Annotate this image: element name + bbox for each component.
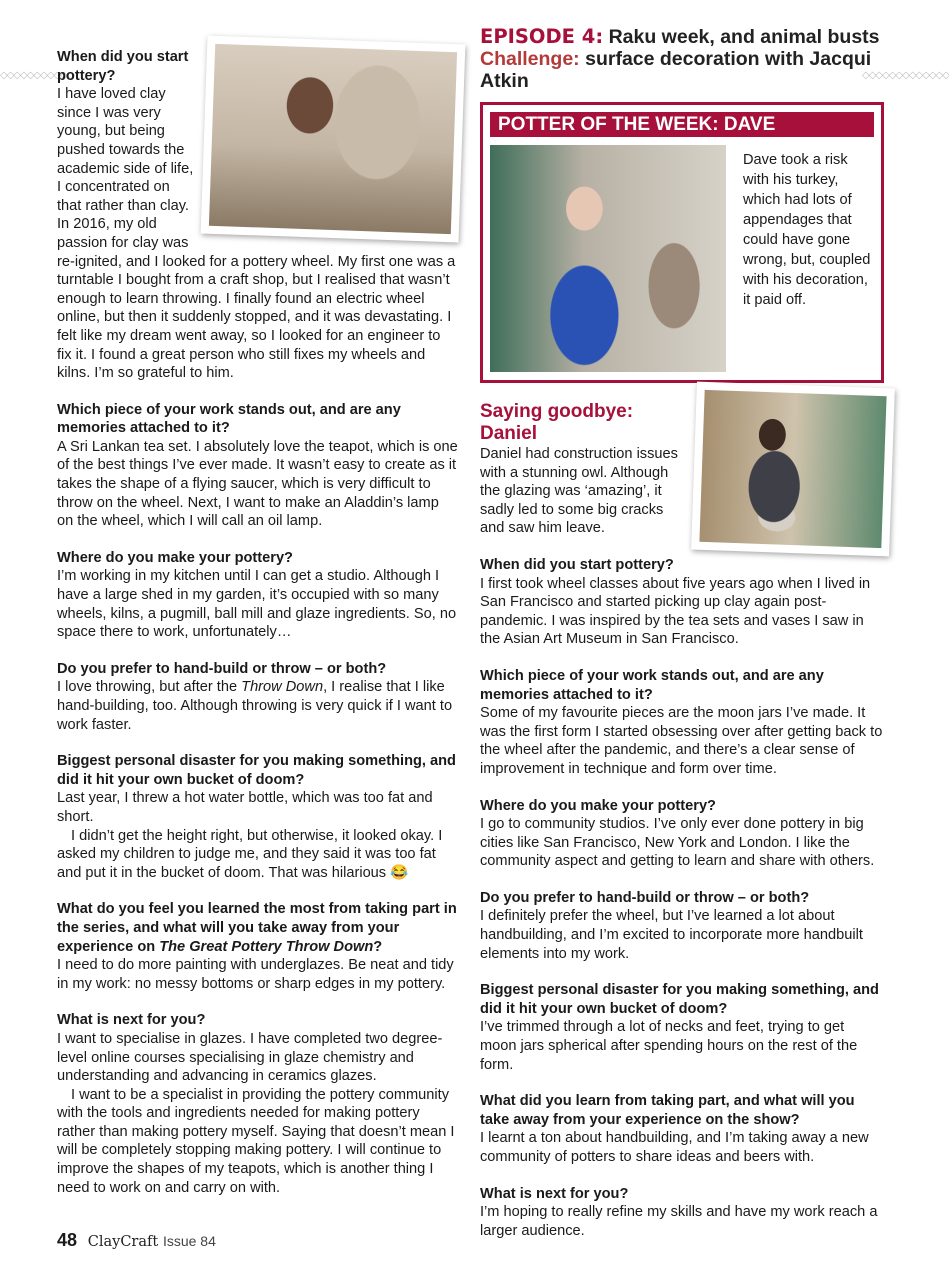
- qa-block: [57, 900, 459, 993]
- question: What is next for you?: [480, 1185, 629, 1202]
- saying-goodbye-section: [480, 401, 884, 1240]
- qa-block: [57, 549, 459, 642]
- question: When did you start pottery?: [480, 556, 674, 573]
- answer: I want to specialise in glazes. I have completed two degree-level online courses specialising in glaze chemistry and understanding and advancing in ceramics glazes.: [57, 1030, 443, 1085]
- qa-block: [57, 660, 459, 734]
- answer: I go to community studios. I’ve only ever done pottery in big cities like San Francisco, New York and London. I like the community aspect and getting to learn and share with others.: [480, 816, 875, 870]
- question: What did you learn from taking part, and what will you take away from your experience on the show?: [480, 1093, 855, 1128]
- left-column: [57, 48, 459, 1215]
- question: Do you prefer to hand-build or throw – or both?: [57, 660, 387, 677]
- right-column: [480, 26, 884, 1258]
- qa-block: [480, 667, 884, 779]
- qa-block: [480, 1092, 884, 1166]
- goodbye-intro: Daniel had construction issues with a stunning owl. Although the glazing was ‘amazing’, it sadly led to some big cracks and saw him leave.: [480, 446, 678, 537]
- potter-working-clay-photo: [201, 36, 466, 243]
- question: Where do you make your pottery?: [57, 549, 293, 566]
- magazine-name: ClayCraft: [87, 1234, 159, 1250]
- issue-number: Issue 84: [162, 1233, 216, 1249]
- qa-block: [480, 797, 884, 871]
- answer: I definitely prefer the wheel, but I’ve learned a lot about handbuilding, and I’m excited to incorporate more handbuilt elements into my work.: [480, 908, 863, 962]
- qa-block: [57, 1011, 459, 1197]
- episode-heading: EPISODE 4: Raku week, and animal busts: [480, 25, 880, 48]
- qa-block: [480, 889, 884, 963]
- answer: I love throwing, but after the Throw Down, I realise that I like hand-building, too. Although throwing is very quick if I want to work faster.: [57, 679, 453, 733]
- potter-of-the-week-header: POTTER OF THE WEEK: DAVE: [490, 112, 874, 137]
- answer: I didn’t get the height right, but otherwise, it looked okay. I asked my children to judge me, and they said it was too fat and put it in the bucket of doom. That was hilarious 😂: [57, 827, 443, 881]
- answer: I’m working in my kitchen until I can get a studio. Although I have a large shed in my garden, it’s occupied with so many wheels, kilns, a pugmill, ball mill and glaze ingredients. So, no space there to work, unfortunately…: [57, 568, 457, 641]
- question: When did you start pottery?: [57, 49, 189, 84]
- answer: I’m hoping to really refine my skills and have my work reach a larger audience.: [480, 1204, 878, 1239]
- potter-of-the-week-text: Dave took a risk with his turkey, which had lots of appendages that could have gone wrong, but, coupled with his decoration, it paid off.: [743, 152, 871, 308]
- answer: I first took wheel classes about five years ago when I lived in San Francisco and started picking up clay again post-pandemic. I was inspired by the tea sets and vases I saw in the Asian Art Museum in San Francisco.: [480, 575, 871, 648]
- question: Where do you make your pottery?: [480, 797, 716, 814]
- decorative-zigzag-right: ◇◇◇◇◇◇◇◇◇◇◇◇◇: [862, 70, 949, 81]
- answer: I need to do more painting with underglazes. Be neat and tidy in my work: no messy bottoms or sharp edges in my pottery.: [57, 957, 454, 992]
- question: Biggest personal disaster for you making something, and did it hit your own bucket of doom?: [480, 982, 879, 1017]
- page-number: 48: [57, 1230, 78, 1250]
- question: Which piece of your work stands out, and are any memories attached to it?: [57, 401, 401, 437]
- answer: I’ve trimmed through a lot of necks and feet, trying to get moon jars spherical after spending hours on the rest of the form.: [480, 1019, 858, 1073]
- challenge-heading: Challenge: surface decoration with Jacqui Atkin: [480, 48, 872, 92]
- qa-block: [57, 752, 459, 882]
- qa-block: [480, 981, 884, 1074]
- answer: Some of my favourite pieces are the moon jars I’ve made. It was the first form I started obsessing over after getting back to the wheel after the pandemic, and there’s a clear sense of improvement in technique and form over time.: [480, 705, 883, 777]
- page-footer: [57, 1230, 216, 1251]
- qa-block: [480, 1185, 884, 1241]
- answer: I want to be a specialist in providing the pottery community with the tools and ingredients needed for making pottery rather than making pottery myself. Saying that doesn’t mean I will be completely stopping making pottery. I will continue to improve the shapes of my teapots, which is another thing I need to work on and carry on with.: [57, 1086, 455, 1196]
- goodbye-title: Saying goodbye: Daniel: [480, 401, 634, 444]
- answer: I learnt a ton about handbuilding, and I’m taking away a new community of potters to share ideas and beers with.: [480, 1130, 869, 1165]
- question: What is next for you?: [57, 1012, 206, 1029]
- daniel-photo: [691, 382, 895, 557]
- question: Biggest personal disaster for you making something, and did it hit your own bucket of doom?: [57, 753, 456, 788]
- answer: A Sri Lankan tea set. I absolutely love the teapot, which is one of the best things I’ve ever made. It wasn’t easy to create as it takes the shape of a flying saucer, which is very difficult to throw on the wheel. Next, I want to make an Aladdin’s lamp on the wheel, which I will call an oil lamp.: [57, 438, 458, 530]
- question: Which piece of your work stands out, and are any memories attached to it?: [480, 667, 824, 703]
- answer: I have loved clay since I was very young, but being pushed towards the academic side of life, I concentrated on that rather than clay. In 2016, my old passion for clay was re-ignited, and I looked for a pottery wheel. My first one was a turntable I bought from a craft shop, but I realised that wasn’t enough to learn throwing. I finally found an electric wheel online, but then it suddenly stopped, and it was devastating. I felt like my dream went away, so I looked for an engineer to fix it. I found a great person who still fixes my wheels and kilns. I’m so grateful to him.: [57, 86, 456, 382]
- question: What do you feel you learned the most from taking part in the series, and what will you take away from your experience on The Great Pottery Throw Down?: [57, 901, 457, 955]
- decorative-zigzag-left: ◇◇◇◇◇◇◇◇◇◇◇: [0, 70, 74, 81]
- answer: Last year, I threw a hot water bottle, which was too fat and short.: [57, 790, 433, 825]
- potter-of-the-week-box: [480, 102, 884, 383]
- qa-block: [57, 401, 459, 531]
- dave-photo: [490, 145, 726, 372]
- qa-block: [480, 556, 884, 649]
- question: Do you prefer to hand-build or throw – or both?: [480, 889, 810, 906]
